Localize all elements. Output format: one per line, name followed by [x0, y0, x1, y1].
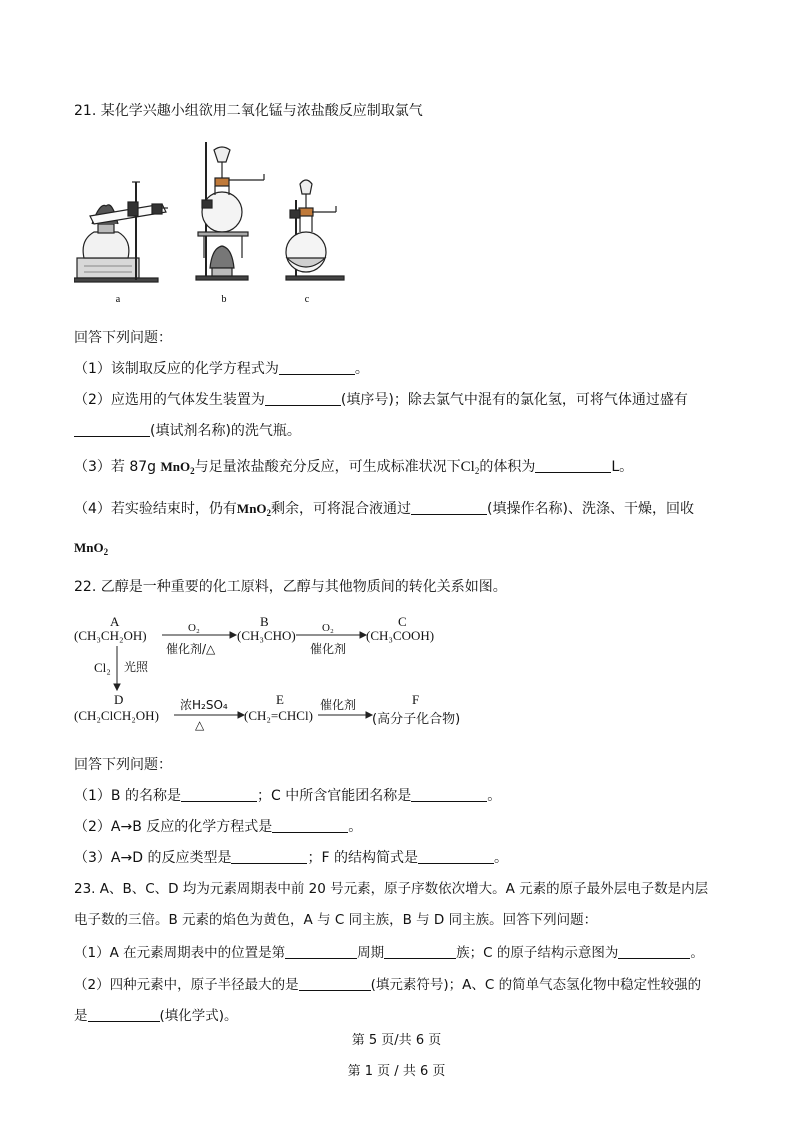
scheme-label-c: C [398, 614, 407, 629]
answer-blank[interactable] [384, 944, 456, 959]
q23-stem-line1: 23. A、B、C、D 均为元素周期表中前 20 号元素，原子序数依次增大。A 元素的原子最外层电子数是内层 [74, 881, 709, 897]
answer-blank[interactable] [418, 849, 494, 864]
scheme-de-reagent: 浓H₂SO₄ [180, 698, 228, 712]
q21-part4: （4）若实验结束时，仍有MnO$_2$剩余，可将混合液通过 (填操作名称)、洗涤、干燥，回收 [74, 501, 694, 518]
mno2-formula: MnO$_2$ [160, 459, 195, 476]
scheme-formula-e: (CH₂=CHCl) [244, 708, 313, 723]
scheme-bc-reagent: O₂ [322, 622, 334, 634]
q21-part2-cont: (填试剂名称)的洗气瓶。 [74, 420, 301, 440]
label-c: c [304, 294, 310, 305]
scheme-formula-b: (CH₃CHO) [237, 628, 296, 643]
scheme-de-condition: △ [195, 718, 205, 732]
label-a: a [115, 294, 121, 305]
answer-blank[interactable] [181, 787, 257, 802]
q22-title: 22. 乙醇是一种重要的化工原料，乙醇与其他物质间的转化关系如图。 [74, 579, 507, 595]
scheme-ad-reagent: Cl₂ [94, 660, 111, 675]
answer-blank[interactable] [411, 787, 487, 802]
q22-part2: （2）A→B 反应的化学方程式是 。 [74, 819, 363, 835]
q23-part2-cont: 是 (填化学式)。 [74, 1008, 238, 1024]
q21-prompt: 回答下列问题： [74, 330, 172, 346]
q23-stem-line2: 电子数的三倍。B 元素的焰色为黄色，A 与 C 同主族，B 与 D 同主族。回答下列问题： [74, 912, 598, 928]
scheme-label-e: E [276, 692, 284, 707]
scheme-bc-condition: 催化剂 [310, 642, 347, 656]
answer-blank[interactable] [618, 944, 690, 959]
scheme-ab-condition: 催化剂/△ [166, 642, 216, 656]
inner-page-footer: 第 5 页/共 6 页 [351, 1033, 442, 1048]
q22-part1: （1）B 的名称是 ；C 中所含官能团名称是 。 [74, 788, 502, 804]
outer-page-footer: 第 1 页 / 共 6 页 [347, 1064, 446, 1079]
scheme-label-f: F [412, 692, 420, 707]
q22-part3: （3）A→D 的反应类型是 ；F 的结构简式是 。 [74, 850, 508, 866]
answer-blank[interactable] [285, 944, 357, 959]
scheme-ad-condition: 光照 [124, 660, 149, 674]
q21-part3: （3）若 87g MnO$_2$与足量浓盐酸充分反应，可生成标准状况下$Cl_2$的体积为 L。 [74, 459, 634, 476]
scheme-ab-reagent: O₂ [188, 622, 200, 634]
mno2-formula: MnO$_2$ [236, 501, 272, 518]
q22-prompt: 回答下列问题： [74, 757, 172, 773]
answer-blank[interactable] [272, 818, 348, 833]
scheme-formula-a: (CH₃CH₂OH) [74, 628, 147, 643]
answer-blank[interactable] [299, 976, 371, 991]
scheme-formula-c: (CH₃COOH) [366, 628, 435, 643]
q23-part2: （2）四种元素中，原子半径最大的是 (填元素符号)；A、C 的简单气态氢化物中稳定性较强的 [74, 977, 702, 993]
q23-part1: （1）A 在元素周期表中的位置是第 周期 族；C 的原子结构示意图为 。 [74, 945, 704, 961]
q21-mno2-line: MnO$_2$ [74, 540, 109, 557]
q21-part2: （2）应选用的气体发生装置为 (填序号)；除去氯气中混有的氯化氢，可将气体通过盛有 [74, 392, 688, 408]
q21-title: 21. 某化学兴趣小组欲用二氧化锰与浓盐酸反应制取氯气 [74, 103, 423, 119]
scheme-ef-condition: 催化剂 [320, 698, 357, 712]
scheme-formula-f: (高分子化合物) [372, 712, 461, 727]
scheme-label-d: D [114, 692, 124, 707]
answer-blank[interactable] [231, 849, 307, 864]
q21-part1: （1）该制取反应的化学方程式为 。 [74, 361, 369, 377]
scheme-label-b: B [260, 614, 269, 629]
label-b: b [221, 294, 227, 305]
scheme-formula-d: (CH₂ClCH₂OH) [74, 708, 159, 723]
answer-blank[interactable] [88, 1007, 160, 1022]
cl2-formula: $Cl_2$ [460, 459, 480, 476]
scheme-label-a: A [110, 614, 120, 629]
